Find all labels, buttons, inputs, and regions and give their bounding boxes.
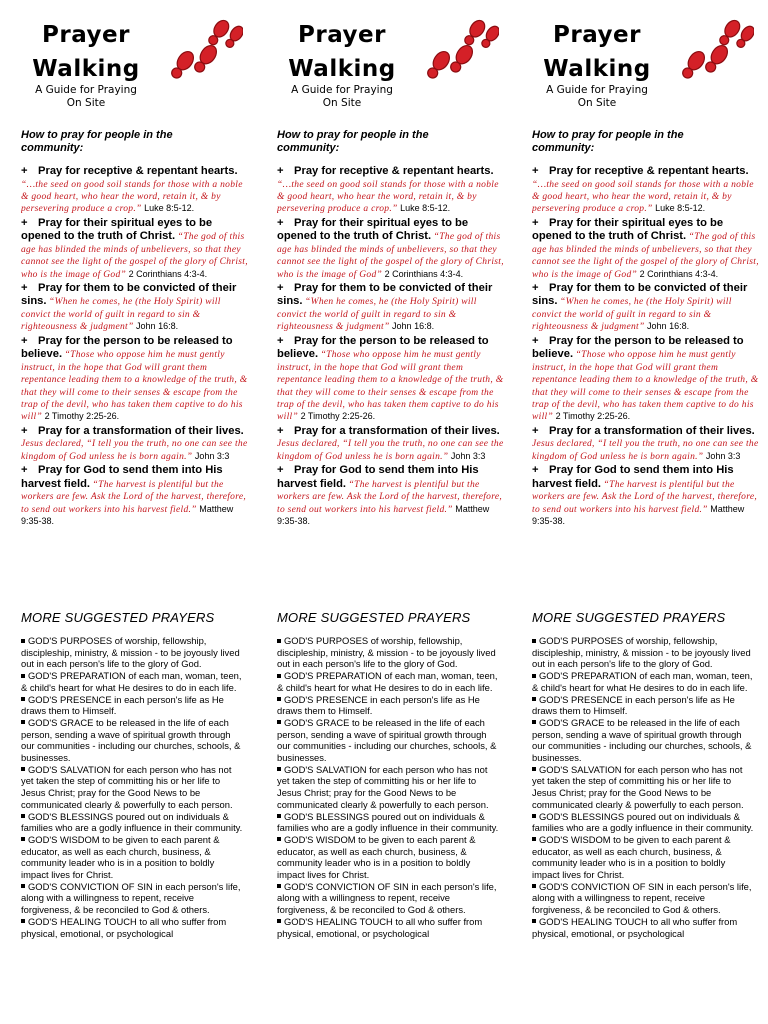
scripture-reference: John 3:3 (705, 450, 741, 461)
plus-bullet: + (277, 464, 284, 477)
square-bullet-icon (21, 639, 25, 643)
more-prayer-item: GOD'S WISDOM to be given to each parent & educator, as well as each church, business, & community leader who is in a position to boldly impact lives for Christ. (277, 833, 476, 881)
prayer-heading: + Pray for them to be convicted of their sins. (532, 281, 748, 308)
scripture-reference: 2 Timothy 2:25-26. (300, 411, 376, 422)
plus-bullet: + (277, 281, 284, 294)
square-bullet-icon (532, 919, 536, 923)
scripture-quote: “When he comes, he (the Holy Spirit) will convict the world of guilt in regard to sin & righteousness & judgment” (532, 297, 732, 333)
prayer-list (277, 165, 507, 528)
scripture-reference: 2 Timothy 2:25-26. (555, 411, 631, 422)
square-bullet-icon (21, 837, 25, 841)
square-bullet-icon (532, 884, 536, 888)
footprints-icon (417, 16, 499, 90)
scripture-quote: “The harvest is plentiful but the workers are few. Ask the Lord of the harvest, therefore, to send out workers into his harvest field.” (277, 479, 503, 515)
more-prayers-list (532, 635, 754, 939)
subtitle-line: A Guide for Praying (35, 84, 137, 96)
more-prayers-heading: MORE SUGGESTED PRAYERS (532, 610, 726, 625)
more-prayer-item: GOD'S BLESSINGS poured out on individuals & families who are a godly influence in their community. (21, 810, 243, 834)
plus-bullet: + (21, 165, 28, 177)
scripture-quote: Jesus declared, “I tell you the truth, no one can see the kingdom of God unless he is born again.” (532, 439, 759, 462)
square-bullet-icon (21, 814, 25, 818)
prayer-item (277, 165, 507, 216)
subtitle-line: On Site (577, 97, 617, 109)
square-bullet-icon (277, 639, 281, 643)
square-bullet-icon (21, 674, 25, 678)
square-bullet-icon (532, 720, 536, 724)
prayer-heading: + Pray for God to send them into His harvest field. (532, 464, 734, 490)
square-bullet-icon (532, 837, 536, 841)
more-prayer-item: GOD'S BLESSINGS poured out on individuals & families who are a godly influence in their community. (277, 810, 499, 834)
scripture-quote: “The god of this age has blinded the minds of unbelievers, so that they cannot see the light of the gospel of the glory of Christ, who is the image of God” (277, 232, 504, 280)
plus-bullet: + (21, 281, 28, 294)
prayer-heading: + Pray for a transformation of their lives. (532, 424, 755, 437)
scripture-quote: “…the seed on good soil stands for those with a noble & good heart, who hear the word, retain it, & by persevering produce a crop.” (532, 179, 754, 215)
scripture-quote: Jesus declared, “I tell you the truth, no one can see the kingdom of God unless he is born again.” (277, 439, 504, 462)
scripture-reference: 2 Corinthians 4:3-4. (384, 268, 464, 279)
prayer-heading: + Pray for the person to be released to believe. (277, 334, 489, 361)
prayer-heading: + Pray for their spiritual eyes to be opened to the truth of Christ. (21, 216, 213, 243)
plus-bullet: + (532, 165, 539, 177)
prayer-item (532, 217, 762, 281)
plus-bullet: + (532, 334, 539, 347)
prayer-list (532, 165, 762, 528)
scripture-quote: “When he comes, he (the Holy Spirit) will convict the world of guilt in regard to sin & righteousness & judgment” (21, 297, 221, 333)
plus-bullet: + (532, 464, 539, 477)
square-bullet-icon (277, 697, 281, 701)
square-bullet-icon (277, 720, 281, 724)
brochure-panel-2 (277, 0, 507, 1024)
scripture-quote: “…the seed on good soil stands for those with a noble & good heart, who hear the word, retain it, & by persevering produce a crop.” (277, 179, 499, 215)
scripture-reference: 2 Corinthians 4:3-4. (639, 268, 719, 279)
more-prayer-item: GOD'S BLESSINGS poured out on individuals & families who are a godly influence in their community. (532, 810, 754, 834)
square-bullet-icon (277, 767, 281, 771)
prayer-item (532, 425, 762, 463)
more-prayer-item: GOD'S SALVATION for each person who has not yet taken the step of committing his or her life to Jesus Christ; pray for the Good News to be communicated clearly & powerfully to each person. (21, 763, 233, 810)
brochure-panel-1 (21, 0, 251, 1024)
title-line: Prayer (298, 22, 386, 48)
footprints-icon (161, 16, 243, 90)
more-prayers-heading: MORE SUGGESTED PRAYERS (277, 610, 471, 625)
more-prayers-heading: MORE SUGGESTED PRAYERS (21, 610, 215, 625)
intro-line: How to pray for people in the (277, 129, 429, 141)
panel-header (532, 0, 762, 118)
prayer-item (21, 464, 251, 527)
prayer-item (21, 335, 251, 424)
subtitle (26, 84, 146, 110)
square-bullet-icon (277, 814, 281, 818)
square-bullet-icon (532, 639, 536, 643)
scripture-reference: John 16:8. (136, 321, 179, 332)
prayer-item (277, 335, 507, 424)
scripture-reference: 2 Timothy 2:25-26. (44, 411, 120, 422)
title (277, 18, 407, 86)
scripture-reference: John 3:3 (450, 450, 486, 461)
plus-bullet: + (532, 281, 539, 294)
more-prayer-item: GOD'S PRESENCE in each person's life as He draws them to Himself. (532, 693, 735, 717)
square-bullet-icon (277, 674, 281, 678)
scripture-reference: Matthew 9:35-38. (277, 503, 490, 526)
scripture-reference: John 16:8. (647, 321, 690, 332)
plus-bullet: + (277, 334, 284, 347)
more-prayer-item: GOD'S CONVICTION OF SIN in each person's life, along with a willingness to repent, receive forgiveness, & be reconciled to God & others. (277, 880, 497, 916)
prayer-item (532, 464, 762, 527)
title-line: Prayer (42, 22, 130, 48)
more-prayer-item: GOD'S PRESENCE in each person's life as He draws them to Himself. (277, 693, 480, 717)
intro-heading (277, 129, 507, 155)
plus-bullet: + (21, 464, 28, 477)
plus-bullet: + (277, 165, 284, 177)
intro-line: community: (532, 142, 595, 154)
square-bullet-icon (532, 767, 536, 771)
plus-bullet: + (21, 334, 28, 347)
scripture-reference: Matthew 9:35-38. (532, 503, 745, 526)
scripture-reference: Luke 8:5-12. (655, 203, 706, 214)
prayer-heading: + Pray for the person to be released to believe. (532, 334, 744, 361)
plus-bullet: + (532, 424, 539, 437)
square-bullet-icon (532, 697, 536, 701)
prayer-heading: + Pray for receptive & repentant hearts. (21, 165, 238, 177)
prayer-item (277, 425, 507, 463)
more-prayer-item: GOD'S WISDOM to be given to each parent & educator, as well as each church, business, & community leader who is in a position to boldly impact lives for Christ. (21, 833, 220, 881)
scripture-reference: Luke 8:5-12. (400, 203, 451, 214)
prayer-heading: + Pray for receptive & repentant hearts. (532, 165, 749, 177)
intro-heading (532, 129, 762, 155)
prayer-item (277, 217, 507, 281)
square-bullet-icon (21, 720, 25, 724)
prayer-heading: + Pray for the person to be released to believe. (21, 334, 233, 361)
scripture-quote: “Those who oppose him he must gently instruct, in the hope that God will grant them repentance leading them to a knowledge of the truth, & that they will come to their senses & escape from the trap of the devil, who has taken them captive to do his will” (21, 350, 248, 423)
more-prayer-item: GOD'S WISDOM to be given to each parent & educator, as well as each church, business, & community leader who is in a position to boldly impact lives for Christ. (532, 833, 731, 881)
scripture-quote: “The harvest is plentiful but the workers are few. Ask the Lord of the harvest, therefore, to send out workers into his harvest field.” (21, 479, 247, 515)
panel-header (21, 0, 251, 118)
prayer-list (21, 165, 251, 528)
more-prayer-item: GOD'S SALVATION for each person who has not yet taken the step of committing his or her life to Jesus Christ; pray for the Good News to be communicated clearly & powerfully to each person. (277, 763, 489, 810)
square-bullet-icon (21, 919, 25, 923)
square-bullet-icon (277, 919, 281, 923)
square-bullet-icon (21, 767, 25, 771)
subtitle-line: A Guide for Praying (291, 84, 393, 96)
more-prayer-item: GOD'S CONVICTION OF SIN in each person's life, along with a willingness to repent, receive forgiveness, & be reconciled to God & others. (21, 880, 241, 916)
scripture-reference: Luke 8:5-12. (144, 203, 195, 214)
intro-line: How to pray for people in the (532, 129, 684, 141)
subtitle-line: A Guide for Praying (546, 84, 648, 96)
intro-line: community: (277, 142, 340, 154)
more-prayer-item: GOD'S GRACE to be released in the life of each person, sending a wave of spiritual growth through our communities - including our churches, schools, & businesses. (532, 716, 752, 764)
prayer-heading: + Pray for God to send them into His harvest field. (21, 464, 223, 490)
panel-header (277, 0, 507, 118)
scripture-reference: Matthew 9:35-38. (21, 503, 234, 526)
scripture-quote: Jesus declared, “I tell you the truth, no one can see the kingdom of God unless he is born again.” (21, 439, 248, 462)
title (21, 18, 151, 86)
prayer-heading: + Pray for their spiritual eyes to be opened to the truth of Christ. (532, 216, 724, 243)
prayer-item (21, 282, 251, 334)
more-prayer-item: GOD'S PREPARATION of each man, woman, teen, & child's heart for what He desires to do in each life. (532, 670, 753, 693)
subtitle (537, 84, 657, 110)
title (532, 18, 662, 86)
more-prayer-item: GOD'S HEALING TOUCH to all who suffer from physical, emotional, or psychological (277, 915, 483, 939)
prayer-heading: + Pray for them to be convicted of their sins. (277, 281, 493, 308)
scripture-reference: John 3:3 (194, 450, 230, 461)
more-prayer-item: GOD'S GRACE to be released in the life of each person, sending a wave of spiritual growth through our communities - including our churches, schools, & businesses. (277, 716, 497, 764)
more-prayer-item: GOD'S PREPARATION of each man, woman, teen, & child's heart for what He desires to do in each life. (277, 670, 498, 693)
more-prayer-item: GOD'S PURPOSES of worship, fellowship, discipleship, ministry, & mission - to be joyously lived out in each person's life to the glory of God. (532, 635, 751, 670)
scripture-quote: “The god of this age has blinded the minds of unbelievers, so that they cannot see the light of the gospel of the glory of Christ, who is the image of God” (532, 232, 759, 280)
more-prayers-list (21, 635, 243, 939)
square-bullet-icon (21, 884, 25, 888)
scripture-quote: “Those who oppose him he must gently instruct, in the hope that God will grant them repentance leading them to a knowledge of the truth, & that they will come to their senses & escape from the trap of the devil, who has taken them captive to do his will” (277, 350, 504, 423)
plus-bullet: + (21, 216, 28, 229)
brochure-panel-3 (532, 0, 762, 1024)
subtitle-line: On Site (322, 97, 362, 109)
title-line: Walking (543, 56, 651, 82)
more-prayer-item: GOD'S GRACE to be released in the life of each person, sending a wave of spiritual growth through our communities - including our churches, schools, & businesses. (21, 716, 241, 764)
square-bullet-icon (277, 884, 281, 888)
prayer-item (532, 335, 762, 424)
prayer-heading: + Pray for receptive & repentant hearts. (277, 165, 494, 177)
prayer-item (277, 464, 507, 527)
prayer-heading: + Pray for a transformation of their lives. (21, 424, 244, 437)
square-bullet-icon (21, 697, 25, 701)
intro-line: community: (21, 142, 84, 154)
prayer-item (277, 282, 507, 334)
subtitle (282, 84, 402, 110)
prayer-item (21, 217, 251, 281)
prayer-item (532, 282, 762, 334)
title-line: Walking (32, 56, 140, 82)
scripture-quote: “…the seed on good soil stands for those with a noble & good heart, who hear the word, retain it, & by persevering produce a crop.” (21, 179, 243, 215)
more-prayers-list (277, 635, 499, 939)
prayer-item (21, 425, 251, 463)
more-prayer-item: GOD'S HEALING TOUCH to all who suffer from physical, emotional, or psychological (21, 915, 227, 939)
prayer-item (532, 165, 762, 216)
plus-bullet: + (21, 424, 28, 437)
more-prayer-item: GOD'S HEALING TOUCH to all who suffer from physical, emotional, or psychological (532, 915, 738, 939)
plus-bullet: + (277, 216, 284, 229)
scripture-quote: “Those who oppose him he must gently instruct, in the hope that God will grant them repentance leading them to a knowledge of the truth, & that they will come to their senses & escape from the trap of the devil, who has taken them captive to do his will” (532, 350, 759, 423)
scripture-reference: 2 Corinthians 4:3-4. (128, 268, 208, 279)
scripture-quote: “The god of this age has blinded the minds of unbelievers, so that they cannot see the light of the gospel of the glory of Christ, who is the image of God” (21, 232, 248, 280)
prayer-heading: + Pray for a transformation of their lives. (277, 424, 500, 437)
more-prayer-item: GOD'S PRESENCE in each person's life as He draws them to Himself. (21, 693, 224, 717)
more-prayer-item: GOD'S PURPOSES of worship, fellowship, discipleship, ministry, & mission - to be joyously lived out in each person's life to the glory of God. (21, 635, 240, 670)
square-bullet-icon (277, 837, 281, 841)
title-line: Prayer (553, 22, 641, 48)
intro-line: How to pray for people in the (21, 129, 173, 141)
prayer-heading: + Pray for God to send them into His harvest field. (277, 464, 479, 490)
prayer-heading: + Pray for their spiritual eyes to be opened to the truth of Christ. (277, 216, 469, 243)
subtitle-line: On Site (66, 97, 106, 109)
more-prayer-item: GOD'S CONVICTION OF SIN in each person's life, along with a willingness to repent, receive forgiveness, & be reconciled to God & others. (532, 880, 752, 916)
square-bullet-icon (532, 674, 536, 678)
prayer-item (21, 165, 251, 216)
intro-heading (21, 129, 251, 155)
scripture-quote: “The harvest is plentiful but the workers are few. Ask the Lord of the harvest, therefore, to send out workers into his harvest field.” (532, 479, 758, 515)
square-bullet-icon (532, 814, 536, 818)
scripture-quote: “When he comes, he (the Holy Spirit) will convict the world of guilt in regard to sin & righteousness & judgment” (277, 297, 477, 333)
more-prayer-item: GOD'S PURPOSES of worship, fellowship, discipleship, ministry, & mission - to be joyously lived out in each person's life to the glory of God. (277, 635, 496, 670)
prayer-heading: + Pray for them to be convicted of their sins. (21, 281, 237, 308)
plus-bullet: + (532, 216, 539, 229)
scripture-reference: John 16:8. (392, 321, 435, 332)
more-prayer-item: GOD'S SALVATION for each person who has not yet taken the step of committing his or her life to Jesus Christ; pray for the Good News to be communicated clearly & powerfully to each person. (532, 763, 744, 810)
footprints-icon (672, 16, 754, 90)
more-prayer-item: GOD'S PREPARATION of each man, woman, teen, & child's heart for what He desires to do in each life. (21, 670, 242, 693)
title-line: Walking (288, 56, 396, 82)
plus-bullet: + (277, 424, 284, 437)
